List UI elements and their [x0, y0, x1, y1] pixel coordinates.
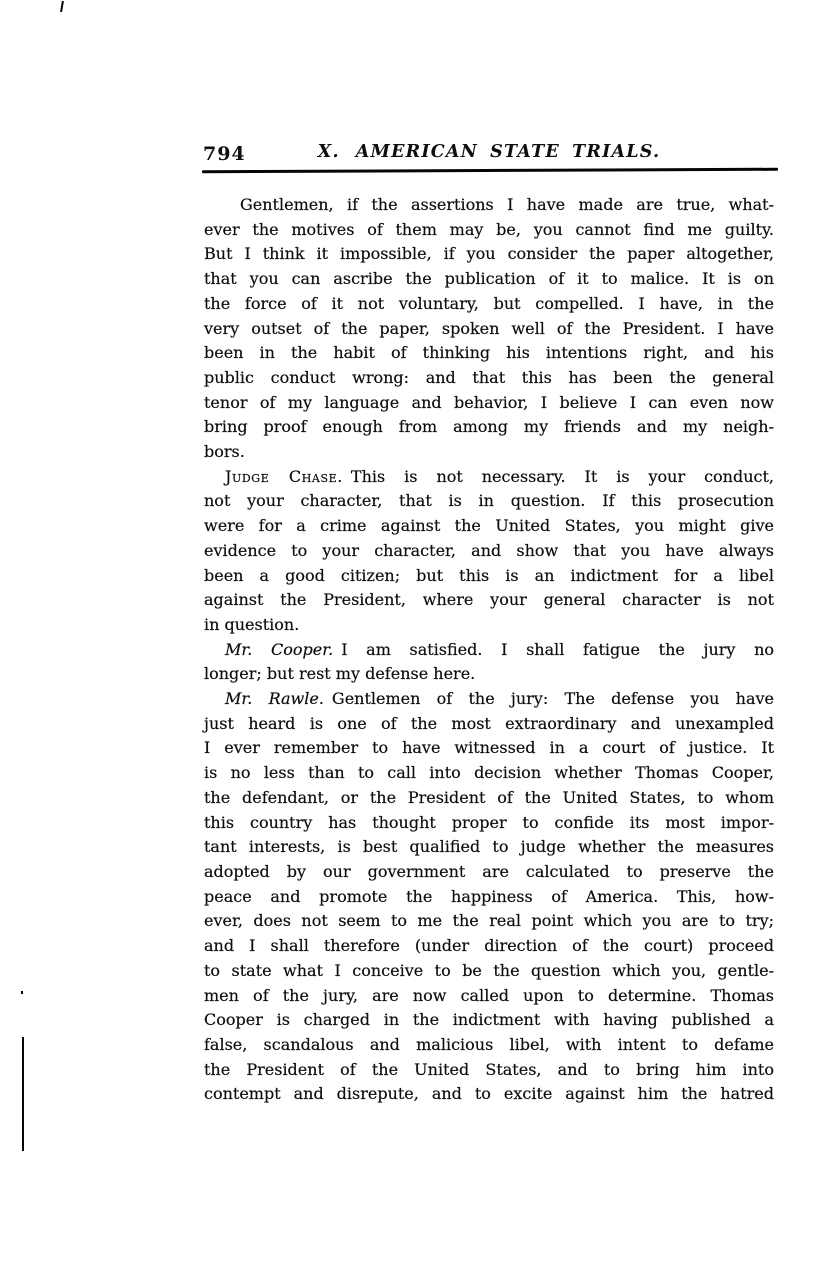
text-line: bring proof enough from among my friends and my neigh- [204, 417, 774, 437]
text-line: Mr. Cooper. I am satisfied. I shall fatigue the jury no [225, 639, 775, 659]
text-line: that you can ascribe the publication of it to malice. It is on [204, 269, 774, 289]
page-text [204, 193, 774, 1107]
scan-artifact-top-mark [60, 1, 64, 12]
text-line: just heard is one of the most extraordinary and unexampled [204, 713, 774, 733]
running-title-text: AMERICAN STATE TRIALS. [355, 142, 661, 162]
running-title [203, 142, 775, 162]
text-line: bors. [204, 442, 245, 462]
text-line: against the President, where your general character is not [204, 590, 774, 610]
text-line: ever the motives of them may be, you cannot find me guilty. [204, 219, 774, 239]
text-line: tenor of my language and behavior, I believe I can even now [204, 392, 774, 412]
scan-artifact-margin-line [22, 1037, 24, 1151]
text-line: not your character, that is in question. If this prosecution [204, 491, 774, 511]
text-line: were for a crime against the United States, you might give [204, 516, 774, 536]
text-line: ever, does not seem to me the real point which you are to try; [204, 911, 774, 931]
text-line: tant interests, is best qualified to judge whether the measures [204, 837, 774, 857]
text-line: Judge Chase. This is not necessary. It is your conduct, [225, 466, 774, 486]
text-line: to state what I conceive to be the question which you, gentle- [204, 960, 774, 980]
text-line: very outset of the paper, spoken well of the President. I have [204, 318, 774, 338]
text-line: Cooper is charged in the indictment with having published a [204, 1010, 774, 1030]
text-line: been in the habit of thinking his intentions right, and his [204, 343, 774, 363]
text-line: longer; but rest my defense here. [204, 664, 476, 684]
text-line: and I shall therefore (under direction of the court) proceed [204, 936, 774, 956]
speaker-label: Judge Chase. [225, 466, 343, 486]
text-line: the force of it not voluntary, but compelled. I have, in the [204, 293, 774, 313]
text-line: evidence to your character, and show that you have always [204, 540, 774, 560]
text-line: this country has thought proper to confide its most impor- [204, 812, 774, 832]
text-line: I ever remember to have witnessed in a court of justice. It [204, 738, 774, 758]
text-line: the President of the United States, and to bring him into [204, 1059, 774, 1079]
page-number: 794 [203, 143, 246, 165]
text-line: in question. [204, 614, 300, 634]
header-rule [202, 168, 778, 174]
text-line: false, scandalous and malicious libel, with intent to defame [204, 1034, 774, 1054]
speaker-label: Mr. Rawle. [225, 689, 324, 709]
text-line: Gentlemen, if the assertions I have made are true, what- [240, 195, 774, 214]
section-numeral: X. [317, 142, 340, 162]
text-line: Mr. Rawle. Gentlemen of the jury: The defense you have [225, 689, 775, 709]
running-header [203, 142, 775, 166]
text-line: been a good citizen; but this is an indictment for a libel [204, 565, 774, 585]
text-line: contempt and disrepute, and to excite against him the hatred [204, 1084, 774, 1104]
text-line: peace and promote the happiness of America. This, how- [204, 886, 774, 906]
text-line: public conduct wrong: and that this has been the general [204, 367, 774, 387]
text-line: is no less than to call into decision whether Thomas Cooper, [204, 763, 774, 783]
text-line: adopted by our government are calculated to preserve the [204, 861, 774, 881]
speaker-label: Mr. Cooper. [225, 639, 334, 659]
text-line: men of the jury, are now called upon to determine. Thomas [204, 985, 774, 1005]
scan-artifact-dot [21, 991, 23, 994]
text-line: But I think it impossible, if you consider the paper altogether, [204, 244, 774, 264]
text-line: the defendant, or the President of the United States, to whom [204, 787, 774, 807]
